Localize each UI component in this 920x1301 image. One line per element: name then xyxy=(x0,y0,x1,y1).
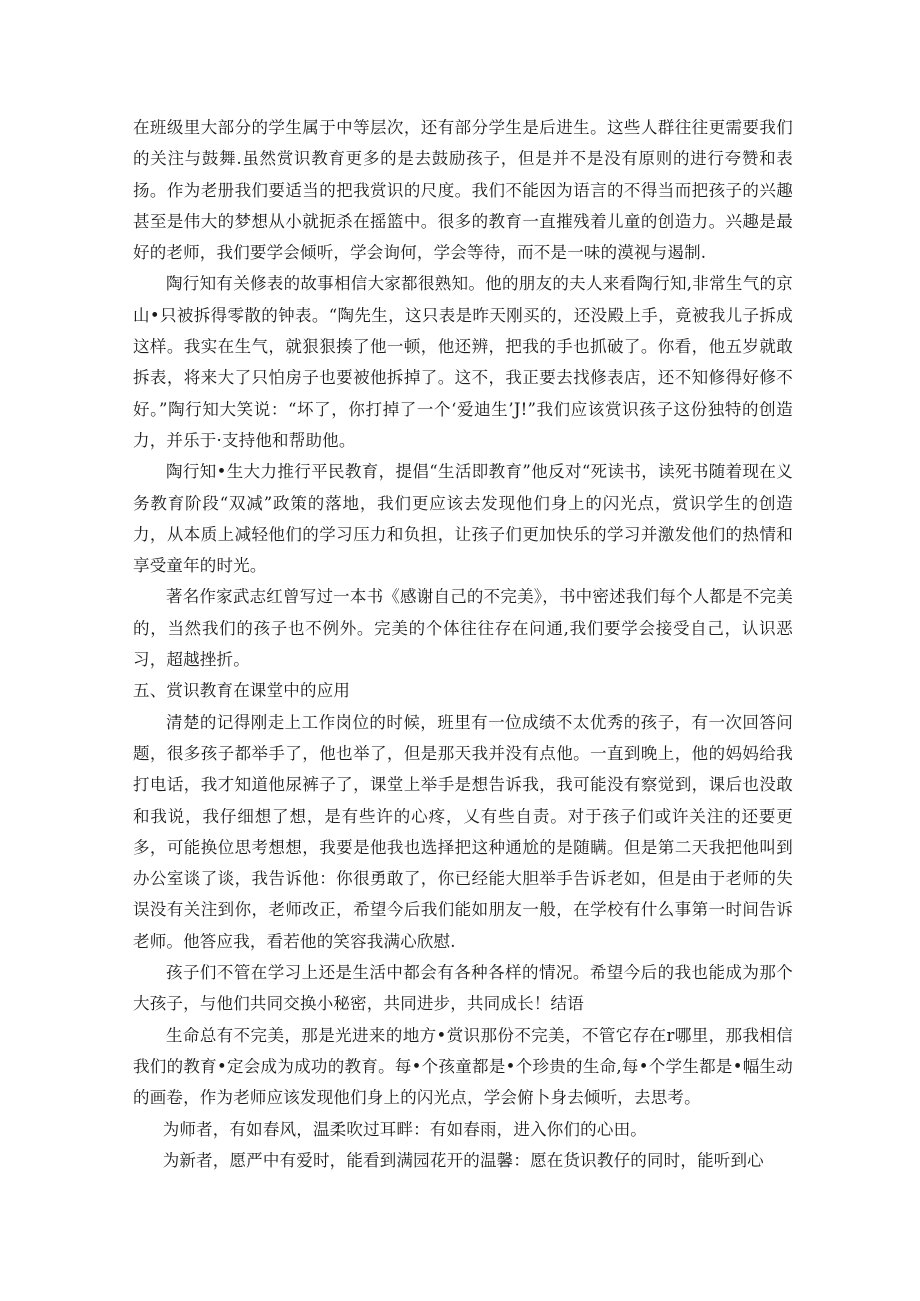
paragraph-classroom-story: 清楚的记得刚走上工作岗位的时候，班里有一位成绩不太优秀的孩子，有一次回答问题，很多孩子都举手了，他也举了，但是那天我并没有点他。一直到晚上，他的妈妈给我打电话，我才知道他尿裤子了，课堂上举手是想告诉我，我可能没有察觉到，课后也没敢和我说，我仔细想了想，是有些许的心疼，乂有些自责。对于孩子们或许关注的还要更多，可能换位思考想想，我要是他我也选择把这种通尬的是随瞒。但是第二天我把他叫到办公室谈了谈，我告诉他：你很勇敢了，你已经能大胆举手告诉老如，但是由于老师的失误没有关注到你，老师改正，希望今后我们能如朋友一般，在学校有什么事第一时间告诉老师。他答应我，看若他的笑容我满心欣慰. xyxy=(133,712,793,951)
paragraph-tao-education: 陶行知•生大力推行平民教育，提倡“生活即教育”他反对“死读书，读死书随着现在义务教育阶段“双减”政策的落地，我们更应该去发现他们身上的闪光点，赏识学生的创造力，从本质上减轻他们的学习压力和负担，让孩子们更加快乐的学习并激发他们的热情和享受童年的时光。 xyxy=(133,462,793,576)
paragraph-new-teacher: 为新者，愿严中有爱时，能看到满园花开的温馨：愿在货识教仔的同时，能听到心 xyxy=(162,1150,764,1170)
paragraph-conclusion: 生命总有不完美，那是光进来的地方•赏识那份不完美，不管它存在r哪里，那我相信我们的教育•定会成为成功的教育。每•个孩童都是•个珍贵的生命,每•个学生都是•幅生动的画卷，作为老师应该发现他们身上的闪光点，学会俯卜身去倾听，去思考。 xyxy=(133,1025,793,1108)
document-body xyxy=(133,112,793,1176)
paragraph-imperfection-book: 著名作家武志红曾写过一本书《感谢自己的不完美》，书中密述我们每个人都是不完美的，当然我们的孩子也不例外。完美的个体往往存在问通,我们要学会接受自己，认识恶习，超越挫折。 xyxy=(133,587,793,670)
paragraph-tao-watch-story: 陶行知有关修表的故事相信大家都很熟知。他的朋友的夫人来看陶行知,非常生气的京山•只被拆得零散的钟表。“陶先生，这只表是昨天刚买的，还没殿上手，竟被我儿子拆成这样。我实在生气，就狠狠揍了他一顿，他还辨，把我的手也抓破了。你看，他五岁就敢拆表，将来大了只怕房子也要被他拆掉了。这不，我正要去找修表店，还不知修得好修不好。”陶行知大笑说：“坏了，你打掉了一个‘爱迪生’J!”我们应该赏识孩子这份独特的创造力，并乐于·支持他和帮助他。 xyxy=(133,274,793,450)
paragraph-teacher-spring: 为师者，有如春风，温柔吹过耳畔：有如春雨，进入你们的心田。 xyxy=(162,1119,647,1139)
section-heading: 五、赏识教育在课堂中的应用 xyxy=(133,681,351,701)
paragraph-children-growth: 孩子们不管在学习上还是生活中都会有各种各样的情况。希望今后的我也能成为那个大孩子，与他们共同交换小秘密，共同进步，共同成长！结语 xyxy=(133,963,793,1014)
paragraph-students-levels: 在班级里大部分的学生属于中等层次，还有部分学生是后进生。这些人群往往更需要我们的关注与鼓舞.虽然赏识教育更多的是去鼓励孩子，但是并不是没有原则的进行夸赞和表扬。作为老册我们要适当的把我赏识的尺度。我们不能因为语言的不得当而把孩子的兴趣甚至是伟大的梦想从小就扼杀在摇篮中。很多的教育一直摧残着儿童的创造力。兴趣是最好的老师，我们要学会倾听，学会询何，学会等待，而不是一味的漠视与遏制. xyxy=(133,118,793,263)
